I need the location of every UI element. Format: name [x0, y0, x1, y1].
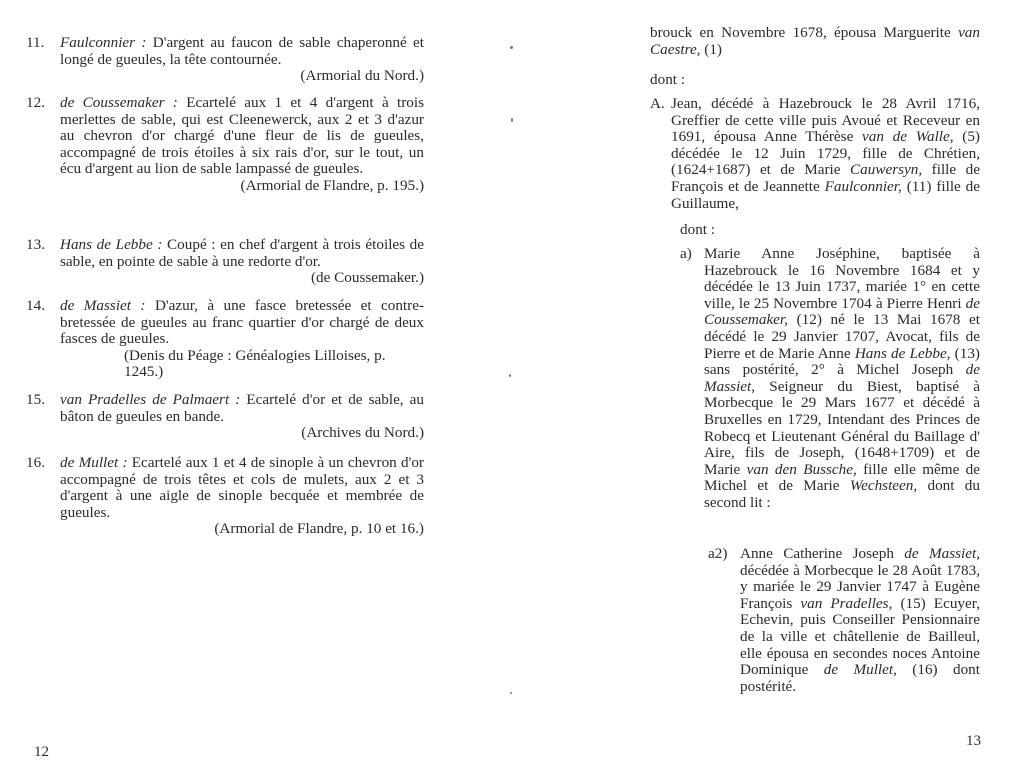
entry-body — [60, 298, 424, 381]
armorial-entry-14 — [26, 298, 424, 381]
paper-speck — [509, 374, 511, 377]
family-name: van de Walle, — [862, 128, 954, 146]
armorial-entry-11 — [26, 35, 424, 85]
item-text — [704, 246, 980, 512]
item-label: a) — [680, 245, 692, 262]
entry-number: 13. — [26, 236, 45, 253]
family-name: de Mullet, — [823, 661, 897, 679]
entry-source: (Armorial de Flandre, p. 10 et 16.) — [214, 520, 424, 538]
family-name: van Pradelles de Palmaert : — [60, 391, 241, 408]
entry-body — [60, 455, 424, 538]
family-name: Wechsteen, — [849, 477, 918, 495]
family-name: Hans de Lebbe, — [854, 344, 951, 362]
paragraph-text: brouck en Novembre 1678, épousa Marguerite — [650, 24, 959, 41]
armorial-entry-15 — [26, 392, 424, 442]
armorial-entry-12 — [26, 95, 424, 195]
family-name: Faulconnier, — [824, 177, 902, 195]
blazon-text: Coupé : en chef d'argent à trois étoiles de sable, en pointe de sable à une redorte d'or. — [60, 236, 425, 270]
genealogy-item-a2 — [708, 546, 980, 695]
family-name: Cauwersyn, — [850, 161, 923, 179]
family-name: van Pradelles, — [800, 594, 893, 612]
paragraph-text: (15) Ecuyer, Echevin, puis Conseiller Pensionnaire de la ville et châtellenie de Bailleul, elle épousa en secondes noces Antoine Dominique — [740, 594, 980, 679]
item-text — [740, 546, 980, 695]
entry-source: (Armorial de Flandre, p. 195.) — [240, 176, 424, 194]
paragraph-text: Jean, décédé à Hazebrouck le 28 Avril 1716, Greffier de cette ville puis Avoué et Receveur en 1691, épousa Anne Thérèse — [671, 95, 980, 146]
family-name: van Caestre, — [650, 24, 980, 58]
paragraph-text: (13) sans postérité, 2° à Michel Joseph — [704, 344, 980, 379]
paragraph-text: (1) — [700, 40, 722, 58]
dont-label: dont : — [650, 71, 686, 88]
entry-source: (Denis du Péage : Généalogies Lilloises, p. 1245.) — [124, 346, 386, 381]
dont-label: dont : — [680, 221, 716, 238]
entry-source: (Armorial du Nord.) — [300, 67, 424, 85]
item-label: A. — [650, 95, 665, 112]
paragraph-text: fille de François et de Jeannette — [671, 161, 980, 195]
blazon-text: D'azur, à une fasce bretessée et contre-bretessée de gueules au franc quartier d'or chargé de deux fasces de gueules. — [60, 297, 425, 348]
blazon-text: Ecartelé aux 1 et 4 de sinople à un chevron d'or accompagné de trois têtes et cols de mulets, aux 2 et 3 d'argent à une aigle de sinople becquée et membrée de gueules. — [60, 454, 424, 521]
genealogy-item-a1 — [680, 246, 980, 512]
entry-source: (Archives du Nord.) — [301, 424, 424, 442]
genealogy-paragraph — [650, 25, 980, 58]
entry-number: 15. — [26, 391, 45, 408]
paragraph-text: Marie Anne Joséphine, baptisée à Hazebrouck le 16 Novembre 1684 et y décédée le 13 Juin 1737, mariée 1° en cette ville, le 25 Novembre 1704 à Pierre Henri — [704, 245, 980, 312]
blazon-text: Ecartelé aux 1 et 4 d'argent à trois merlettes de sable, qui est Cleenewerck, aux 2 et 3 d'azur au chevron d'or chargé d'une fleur de lis de gueules, accompagné de trois étoiles à six rais d'or, sur le tout, un écu d'argent au lion de sable lampassé de gueules. — [60, 94, 425, 178]
item-text — [671, 96, 980, 212]
family-name: de Coussemaker, — [704, 294, 980, 329]
entry-number: 14. — [26, 297, 45, 314]
paragraph-text: fille elle même de Michel et de Marie — [704, 460, 981, 495]
paragraph-text: (12) né le 13 Mai 1678 et décédé le 29 Janvier 1707, Avocat, fils de Pierre et de Marie Anne — [704, 311, 980, 362]
family-name: de Coussemaker : — [60, 94, 178, 111]
armorial-entry-16 — [26, 455, 424, 538]
family-name: de Massiet : — [60, 297, 146, 314]
entry-body — [60, 95, 424, 195]
page-number-right: 13 — [966, 733, 981, 749]
family-name: Hans de Lebbe : — [60, 236, 163, 253]
genealogy-item-a — [650, 96, 980, 212]
entry-body — [60, 392, 424, 442]
paragraph-text: Anne Catherine Joseph — [740, 545, 905, 562]
page-number-left: 12 — [34, 744, 49, 760]
paragraph-text: dont du second lit : — [704, 477, 980, 511]
entry-number: 11. — [26, 34, 45, 51]
entry-number: 12. — [26, 94, 45, 111]
entry-body — [60, 35, 424, 85]
entry-number: 16. — [26, 454, 45, 471]
family-name: de Mullet : — [60, 454, 128, 471]
entry-body — [60, 237, 424, 287]
family-name: Faulconnier : — [60, 34, 147, 51]
paragraph-text: (11) fille de Guillaume, — [671, 177, 980, 212]
family-name: van den Bussche, — [746, 460, 857, 478]
family-name: de Massiet, — [904, 545, 980, 562]
paragraph-text: décédée à Morbecque le 28 Août 1783, y mariée le 29 Janvier 1747 à Eugène François — [740, 561, 980, 612]
paragraph-text: (5) décédée le 12 Juin 1729, fille de Chrétien, (1624+1687) et de Marie — [671, 128, 980, 179]
armorial-entry-13 — [26, 237, 424, 287]
item-label: a2) — [708, 545, 728, 562]
paragraph-text: Seigneur du Biest, baptisé à Morbecque le 29 Mars 1677 et décédé à Bruxelles en 1729, Intendant des Princes de Robecq et Lieutenant Général du Baillage d' Aire, fils de Joseph, (1648+1709) et de Marie — [704, 377, 980, 478]
paragraph-text: (16) dont postérité. — [740, 661, 980, 695]
right-page — [512, 0, 1024, 784]
family-name: de Massiet, — [704, 361, 980, 395]
blazon-text: Ecartelé d'or et de sable, au bâton de gueules en bande. — [60, 391, 424, 425]
entry-source: (de Coussemaker.) — [310, 269, 424, 287]
blazon-text: D'argent au faucon de sable chaperonné et longé de gueules, la tête contournée. — [60, 34, 425, 68]
